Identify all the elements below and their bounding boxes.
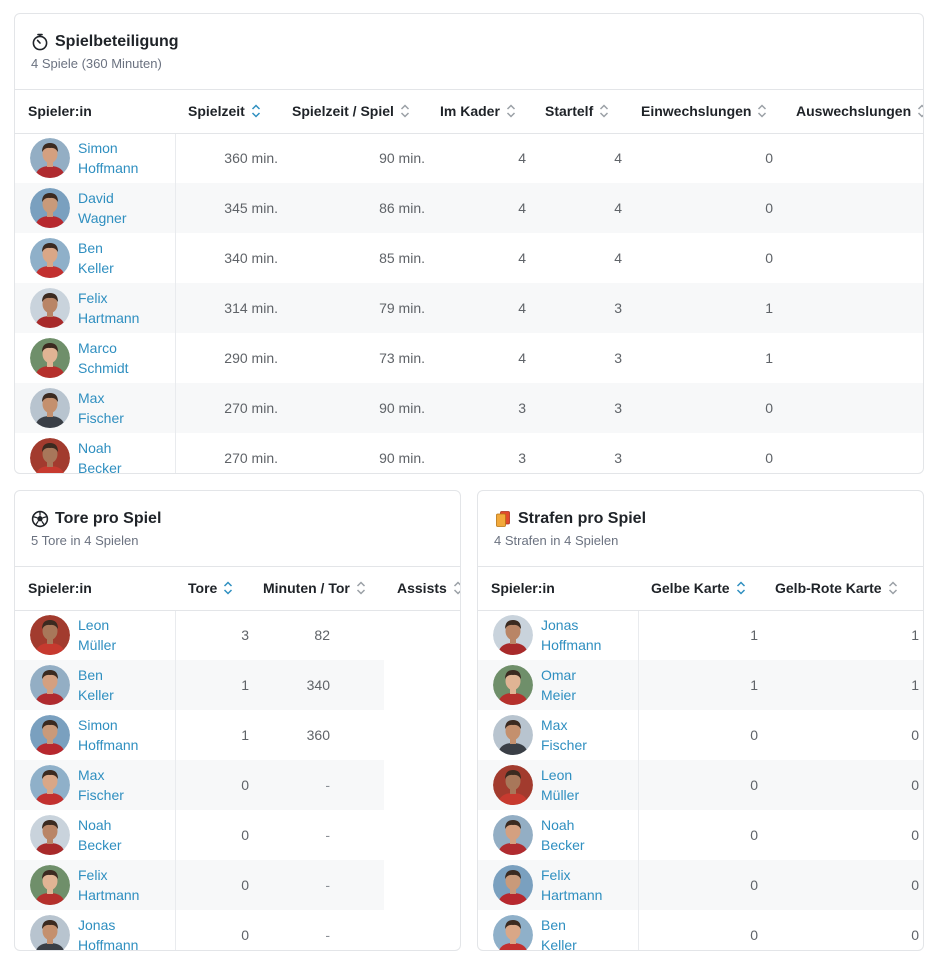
table-row[interactable] [478, 760, 924, 810]
sub-in-cell: 0 [765, 250, 773, 266]
column-header-assists[interactable]: Assists [384, 567, 461, 610]
player-last-name[interactable]: Hoffmann [78, 737, 139, 753]
player-cell [15, 810, 175, 860]
column-header-minutes-per-goal[interactable]: Minuten / Tor [250, 567, 384, 610]
goals-cell: 0 [241, 927, 249, 943]
starting-cell: 4 [614, 250, 622, 266]
participation-title [31, 32, 907, 52]
yellow-red-card-cell: 0 [911, 727, 919, 743]
table-row[interactable] [15, 383, 924, 433]
player-last-name[interactable]: Schmidt [78, 360, 129, 376]
yellow-red-card-cell: 1 [911, 627, 919, 644]
table-row[interactable] [478, 610, 924, 660]
yellow-card-cell: 0 [750, 827, 758, 843]
squad-cell: 4 [518, 150, 526, 167]
column-header-player[interactable]: Spieler:in [478, 567, 638, 610]
table-row[interactable] [15, 333, 924, 383]
player-first-name[interactable]: Noah [541, 817, 575, 833]
sort-icon[interactable] [400, 104, 410, 118]
player-first-name[interactable]: Omar [541, 667, 576, 683]
player-cell [478, 810, 638, 860]
column-header-sub-in[interactable]: Einwechslungen [628, 90, 783, 133]
player-last-name[interactable]: Becker [78, 460, 122, 474]
player-last-name[interactable]: Keller [541, 937, 577, 951]
table-row[interactable] [15, 283, 924, 333]
avatar [30, 288, 70, 328]
player-cell [15, 183, 175, 233]
sort-icon[interactable] [453, 581, 461, 595]
table-row[interactable] [15, 133, 924, 183]
minutes-per-goal-cell: 82 [314, 627, 330, 644]
starting-cell: 3 [614, 350, 622, 366]
sort-icon[interactable] [599, 104, 609, 118]
sort-icon[interactable] [506, 104, 516, 118]
squad-cell: 4 [518, 250, 526, 266]
yellow-card-cell: 0 [638, 860, 762, 910]
cards-icon [494, 510, 512, 528]
player-first-name[interactable]: Felix [78, 867, 108, 883]
player-last-name[interactable]: Müller [541, 787, 580, 803]
squad-cell: 4 [427, 183, 532, 233]
player-link[interactable] [78, 915, 158, 951]
participation-header [15, 14, 923, 90]
table-row[interactable] [15, 910, 461, 951]
table-row[interactable] [15, 760, 461, 810]
avatar [493, 665, 533, 705]
avatar [493, 865, 533, 905]
sort-icon[interactable] [356, 581, 366, 595]
player-first-name[interactable]: Simon [78, 140, 118, 157]
player-first-name[interactable]: Felix [541, 867, 571, 883]
player-link[interactable] [541, 865, 621, 905]
yellow-card-cell: 1 [750, 627, 758, 644]
sort-icon[interactable] [757, 104, 767, 118]
player-cell [478, 760, 638, 810]
player-first-name[interactable]: Max [541, 717, 568, 733]
player-cell [478, 860, 638, 910]
goals-cell: 1 [241, 727, 249, 743]
penalties-header-row [478, 567, 924, 610]
player-first-name[interactable]: Max [78, 767, 105, 783]
player-first-name[interactable]: Jonas [541, 617, 579, 634]
player-cell [15, 610, 175, 660]
starting-cell: 4 [532, 183, 628, 233]
player-cell [15, 133, 175, 183]
player-first-name[interactable]: Ben [78, 667, 103, 683]
player-last-name[interactable]: Meier [541, 687, 577, 703]
penalties-subtitle: 4 Strafen in 4 Spielen [494, 533, 619, 548]
sub-out-cell [783, 333, 924, 383]
player-link[interactable] [78, 288, 158, 328]
player-last-name[interactable]: Becker [541, 837, 585, 853]
player-cell [15, 910, 175, 951]
sort-icon-active[interactable] [251, 104, 261, 118]
playtime-per-game-cell: 90 min. [379, 450, 425, 466]
yellow-red-card-cell: 0 [762, 860, 924, 910]
yellow-card-cell: 0 [750, 927, 758, 943]
starting-cell: 3 [532, 383, 628, 433]
sub-out-cell [783, 233, 924, 283]
starting-cell: 3 [532, 283, 628, 333]
player-first-name[interactable]: Jonas [78, 917, 116, 933]
player-link[interactable] [541, 615, 621, 655]
player-link[interactable] [78, 615, 158, 655]
table-row[interactable] [478, 910, 924, 951]
yellow-red-card-cell: 0 [911, 827, 919, 843]
table-row[interactable] [15, 810, 461, 860]
player-last-name[interactable]: Keller [78, 687, 114, 703]
player-last-name[interactable]: Fischer [78, 787, 124, 803]
player-last-name[interactable]: Hoffmann [78, 937, 139, 951]
starting-cell: 4 [614, 150, 622, 167]
penalties-title-text: Strafen pro Spiel [518, 510, 647, 527]
avatar [30, 388, 70, 428]
player-last-name[interactable]: Fischer [78, 410, 124, 426]
player-last-name[interactable]: Hoffmann [541, 637, 602, 654]
player-first-name[interactable]: Simon [78, 717, 118, 733]
column-header-goals[interactable]: Tore [175, 567, 250, 610]
penalties-title [494, 509, 907, 529]
table-row[interactable] [15, 610, 461, 660]
player-cell [15, 383, 175, 433]
player-link[interactable] [78, 138, 158, 178]
stopwatch-icon [31, 33, 49, 51]
player-cell [478, 610, 638, 660]
player-link[interactable] [541, 815, 621, 855]
goals-card [14, 490, 461, 951]
player-last-name[interactable]: Hartmann [541, 887, 603, 903]
yellow-red-card-cell: 1 [762, 660, 924, 710]
player-link[interactable] [78, 715, 158, 755]
sub-in-cell: 0 [628, 183, 783, 233]
playtime-cell: 360 min. [224, 150, 278, 167]
goals-title-text: Tore pro Spiel [55, 510, 162, 527]
column-header-player[interactable]: Spieler:in [15, 90, 175, 133]
sub-out-cell [783, 383, 924, 433]
player-last-name[interactable]: Keller [78, 260, 114, 276]
playtime-per-game-cell: 73 min. [379, 350, 425, 366]
player-first-name[interactable]: Noah [78, 817, 112, 833]
table-row[interactable] [478, 860, 924, 910]
goals-cell: 0 [175, 760, 250, 810]
player-first-name[interactable]: Noah [78, 440, 112, 456]
playtime-cell: 314 min. [175, 283, 279, 333]
column-header-playtime-per-game[interactable]: Spielzeit / Spiel [279, 90, 427, 133]
yellow-card-cell: 0 [750, 727, 758, 743]
player-first-name[interactable]: Ben [78, 240, 103, 256]
participation-table [15, 90, 924, 474]
goals-subtitle: 5 Tore in 4 Spielen [31, 533, 139, 548]
player-last-name[interactable]: Hoffmann [78, 160, 139, 177]
minutes-per-goal-cell: 360 [306, 727, 330, 743]
player-link[interactable] [541, 765, 621, 805]
minutes-per-goal-cell: - [250, 760, 384, 810]
player-first-name[interactable]: Leon [78, 617, 110, 634]
column-header-sub-out[interactable]: Auswechslungen [783, 90, 924, 133]
sub-out-cell [783, 283, 924, 333]
avatar [30, 915, 70, 951]
playtime-per-game-cell: 79 min. [279, 283, 427, 333]
sort-icon-active[interactable] [736, 581, 746, 595]
sub-out-cell [783, 133, 924, 183]
player-link[interactable] [78, 188, 158, 228]
avatar [30, 438, 70, 474]
squad-cell: 3 [427, 383, 532, 433]
playtime-cell: 270 min. [224, 450, 278, 466]
goals-header [15, 491, 460, 567]
goals-cell: 3 [241, 627, 249, 644]
minutes-per-goal-cell: - [250, 860, 384, 910]
avatar [493, 915, 533, 951]
avatar [30, 615, 70, 655]
player-first-name[interactable]: Marco [78, 340, 117, 356]
sort-icon[interactable] [917, 104, 924, 118]
table-row[interactable] [15, 433, 924, 474]
player-cell [15, 433, 175, 474]
sub-in-cell: 0 [765, 150, 773, 167]
player-link[interactable] [541, 665, 621, 705]
player-link[interactable] [78, 815, 158, 855]
goals-table [15, 567, 461, 951]
yellow-red-card-cell: 0 [762, 760, 924, 810]
yellow-card-cell: 0 [638, 760, 762, 810]
player-link[interactable] [541, 715, 621, 755]
penalties-card [477, 490, 924, 951]
column-header-yellow-card[interactable]: Gelbe Karte [638, 567, 762, 610]
table-row[interactable] [478, 810, 924, 860]
playtime-cell: 270 min. [175, 383, 279, 433]
column-header-squad[interactable]: Im Kader [427, 90, 532, 133]
player-first-name[interactable]: Leon [541, 767, 573, 783]
sub-in-cell: 1 [628, 283, 783, 333]
player-link[interactable] [78, 388, 158, 428]
player-last-name[interactable]: Wagner [78, 210, 127, 226]
player-link[interactable] [78, 338, 158, 378]
player-cell [15, 760, 175, 810]
participation-header-row [15, 90, 924, 133]
participation-card [14, 13, 924, 474]
participation-title-text: Spielbeteiligung [55, 33, 179, 50]
playtime-cell: 340 min. [224, 250, 278, 266]
sort-icon-active[interactable] [223, 581, 233, 595]
squad-cell: 3 [518, 450, 526, 466]
goals-cell: 0 [241, 827, 249, 843]
avatar [30, 338, 70, 378]
player-cell [478, 710, 638, 760]
avatar [30, 815, 70, 855]
playtime-cell: 290 min. [224, 350, 278, 366]
squad-cell: 4 [518, 350, 526, 366]
minutes-per-goal-cell: - [325, 827, 330, 843]
table-row[interactable] [478, 660, 924, 710]
squad-cell: 4 [427, 283, 532, 333]
participation-subtitle: 4 Spiele (360 Minuten) [31, 56, 162, 71]
player-cell [478, 910, 638, 951]
player-last-name[interactable]: Hartmann [78, 887, 140, 903]
avatar [30, 765, 70, 805]
playtime-per-game-cell: 90 min. [379, 150, 425, 167]
playtime-per-game-cell: 85 min. [379, 250, 425, 266]
player-first-name[interactable]: David [78, 190, 114, 206]
penalties-table [478, 567, 924, 951]
sub-out-cell [783, 433, 924, 474]
avatar [493, 765, 533, 805]
player-cell [15, 333, 175, 383]
column-header-starting[interactable]: Startelf [532, 90, 628, 133]
avatar [493, 715, 533, 755]
player-link[interactable] [78, 665, 158, 705]
avatar [493, 815, 533, 855]
sub-out-cell [783, 183, 924, 233]
soccer-ball-icon [31, 510, 49, 528]
minutes-per-goal-cell: 340 [250, 660, 384, 710]
table-row[interactable] [15, 233, 924, 283]
goals-cell: 1 [175, 660, 250, 710]
player-last-name[interactable]: Hartmann [78, 310, 140, 326]
table-row[interactable] [15, 710, 461, 760]
sub-in-cell: 0 [765, 450, 773, 466]
player-last-name[interactable]: Fischer [541, 737, 587, 753]
player-last-name[interactable]: Becker [78, 837, 122, 853]
player-cell [15, 710, 175, 760]
table-row[interactable] [15, 183, 924, 233]
starting-cell: 3 [614, 450, 622, 466]
player-first-name[interactable]: Ben [541, 917, 566, 933]
yellow-card-cell: 1 [638, 660, 762, 710]
avatar [30, 715, 70, 755]
playtime-cell: 345 min. [175, 183, 279, 233]
minutes-per-goal-cell: - [325, 927, 330, 943]
playtime-per-game-cell: 86 min. [279, 183, 427, 233]
player-cell [15, 283, 175, 333]
player-link[interactable] [78, 438, 158, 474]
player-cell [15, 860, 175, 910]
avatar [493, 615, 533, 655]
player-link[interactable] [78, 765, 158, 805]
column-header-player[interactable]: Spieler:in [15, 567, 175, 610]
sub-in-cell: 1 [765, 350, 773, 366]
table-row[interactable] [478, 710, 924, 760]
player-cell [15, 660, 175, 710]
player-link[interactable] [78, 238, 158, 278]
avatar [30, 665, 70, 705]
goals-title [31, 509, 444, 529]
player-cell [478, 660, 638, 710]
yellow-red-card-cell: 0 [911, 927, 919, 943]
player-first-name[interactable]: Max [78, 390, 105, 406]
goals-header-row [15, 567, 461, 610]
column-header-yellow-red-card[interactable]: Gelb-Rote Karte [762, 567, 924, 610]
avatar [30, 865, 70, 905]
table-row[interactable] [15, 860, 461, 910]
goals-cell: 0 [175, 860, 250, 910]
penalties-header [478, 491, 923, 567]
avatar [30, 138, 70, 178]
player-link[interactable] [541, 915, 621, 951]
avatar [30, 188, 70, 228]
sort-icon[interactable] [888, 581, 898, 595]
column-header-playtime[interactable]: Spielzeit [175, 90, 279, 133]
player-link[interactable] [78, 865, 158, 905]
playtime-per-game-cell: 90 min. [279, 383, 427, 433]
table-row[interactable] [15, 660, 461, 710]
avatar [30, 238, 70, 278]
player-cell [15, 233, 175, 283]
player-first-name[interactable]: Felix [78, 290, 108, 306]
player-last-name[interactable]: Müller [78, 637, 117, 654]
sub-in-cell: 0 [628, 383, 783, 433]
